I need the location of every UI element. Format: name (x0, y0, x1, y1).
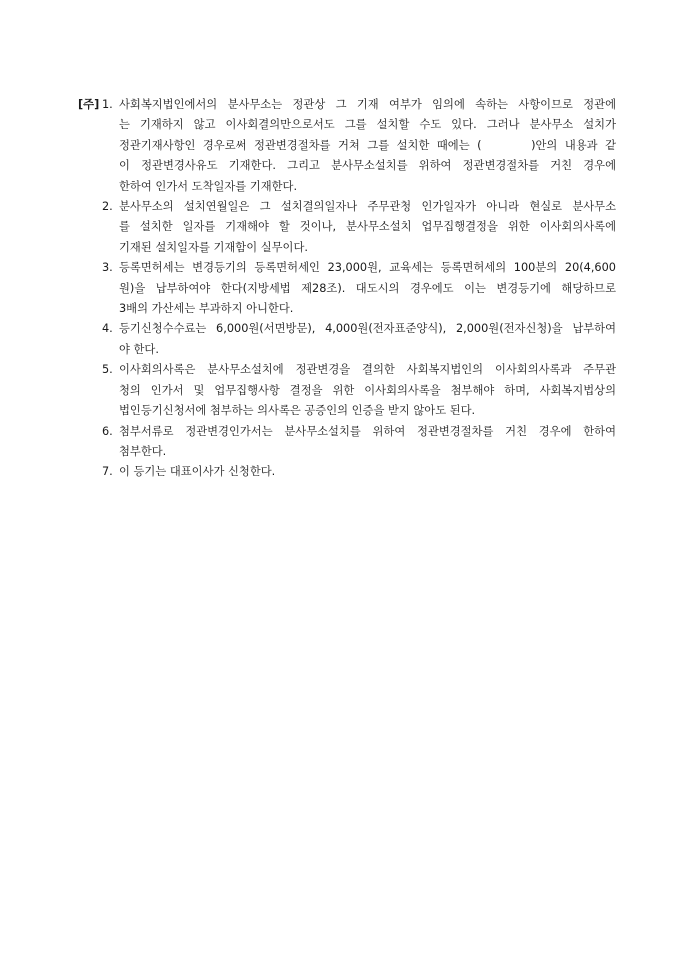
note-text (119, 197, 616, 258)
note-line: 한하여 인가서 도착일자를 기재한다. (119, 179, 298, 193)
note-line: 첨부한다. (119, 444, 167, 458)
note-text (119, 422, 616, 463)
note-text (119, 319, 616, 360)
note-line: 원)을 납부하여야 한다(지방세법 제28조). 대도시의 경우에도 이는 변경등기에 해당하므로 (119, 281, 616, 295)
note-line: 등록면허세는 변경등기의 등록면허세인 23,000원, 교육세는 등록면허세의 100분의 20(4,600 (119, 261, 616, 275)
note-number: 6. (102, 424, 113, 438)
note-line: 를 설치한 일자를 기재해야 할 것이나, 분사무소설치 업무집행결정을 위한 이사회의사록에 (119, 220, 616, 234)
notes-section (78, 95, 616, 483)
note-item (78, 319, 616, 360)
note-item (78, 197, 616, 258)
note-line: 정관기재사항인 경우로써 정관변경절차를 거쳐 그를 설치한 때에는 ( )안의 내용과 같 (119, 138, 616, 152)
note-number: 2. (102, 200, 113, 214)
note-item (78, 422, 616, 463)
note-line: 야 한다. (119, 342, 159, 356)
note-text (119, 360, 616, 421)
note-number: 1. (102, 98, 113, 111)
note-line: 분사무소의 설치연월일은 그 설치결의일자나 주무관청 인가일자가 아니라 현실로 분사무소 (119, 200, 616, 214)
note-line: 사회복지법인에서의 분사무소는 정관상 그 기재 여부가 임의에 속하는 사항이므로 정관에 (119, 98, 616, 111)
note-text (119, 462, 616, 482)
note-item (78, 360, 616, 421)
note-line: 이사회의사록은 분사무소설치에 정관변경을 결의한 사회복지법인의 이사회의사록과 주무관 (119, 363, 616, 377)
note-line: 이 등기는 대표이사가 신청한다. (119, 465, 276, 479)
note-number: 4. (102, 322, 113, 336)
note-line: 는 기재하지 않고 이사회결의만으로서도 그를 설치할 수도 있다. 그러나 분사무소 설치가 (119, 118, 616, 132)
note-text (119, 95, 616, 197)
note-number: 7. (102, 465, 113, 479)
note-line: 등기신청수수료는 6,000원(서면방문), 4,000원(전자표준양식), 2,000원(전자신청)을 납부하여 (119, 322, 616, 336)
note-line: 기재된 설치일자를 기재함이 실무이다. (119, 240, 308, 254)
note-item (78, 95, 616, 197)
note-number: 3. (102, 261, 113, 275)
note-text (119, 258, 616, 319)
note-line: 3배의 가산세는 부과하지 아니한다. (119, 302, 294, 316)
note-line: 청의 인가서 및 업무집행사항 결정을 위한 이사회의사록을 첨부해야 하며, 사회복지법상의 (119, 383, 616, 397)
note-item (78, 258, 616, 319)
note-tag: [주] (78, 98, 100, 111)
note-number: 5. (102, 363, 113, 377)
note-item (78, 462, 616, 482)
note-line: 첨부서류로 정관변경인가서는 분사무소설치를 위하여 정관변경절차를 거친 경우에 한하여 (119, 424, 616, 438)
note-line: 이 정관변경사유도 기재한다. 그리고 분사무소설치를 위하여 정관변경절차를 거친 경우에 (119, 159, 616, 173)
note-line: 법인등기신청서에 첨부하는 의사록은 공증인의 인증을 받지 않아도 된다. (119, 404, 476, 418)
